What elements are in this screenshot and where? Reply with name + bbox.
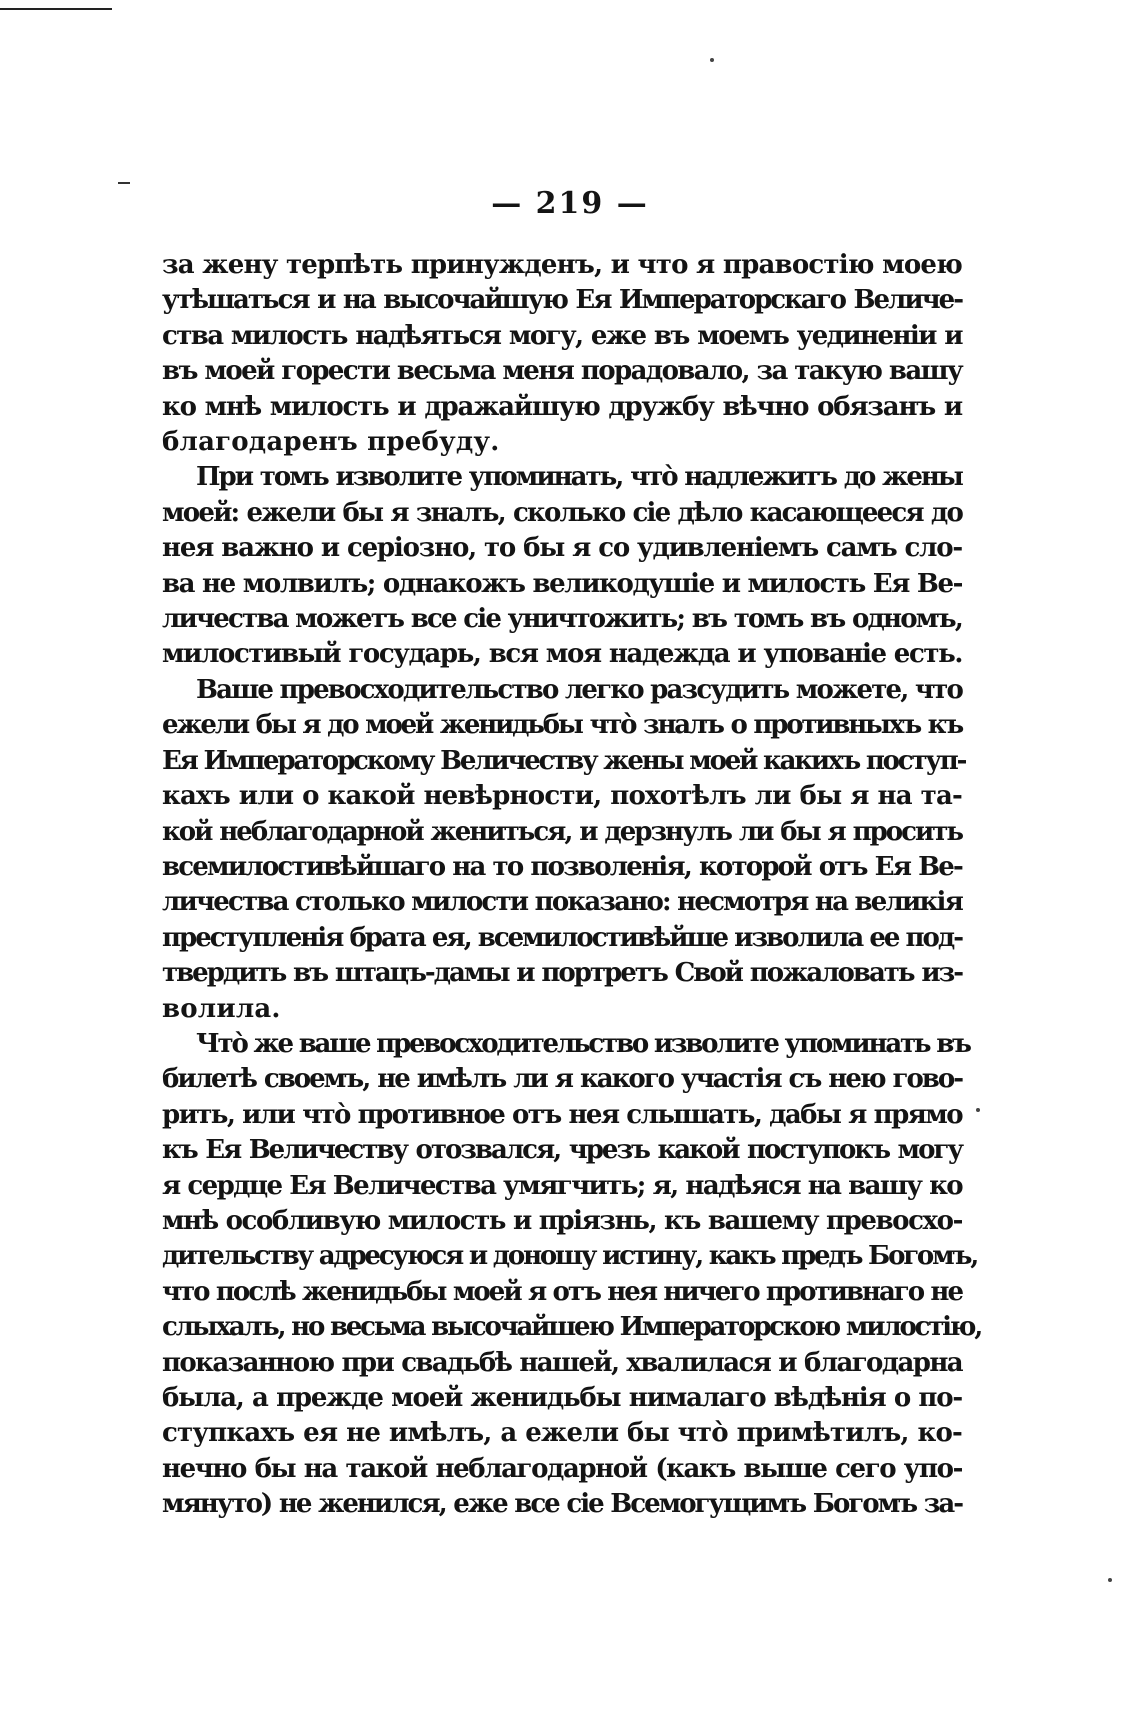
text-line: кой неблагодарной жениться, и дерзнулъ ли бы я просить bbox=[162, 816, 962, 847]
text-line: мянуто) не женился, еже все сіе Всемогущимъ Богомъ за- bbox=[162, 1489, 962, 1520]
text-line: личества можетъ все сіе уничтожить; въ томъ въ одномъ, bbox=[162, 604, 962, 635]
text-line: ства милость надѣяться могу, еже въ моемъ уединеніи и bbox=[162, 320, 962, 351]
text-line: я сердце Ея Величества умягчить; я, надѣяся на вашу ко bbox=[162, 1170, 962, 1201]
text-line: благодаренъ пребуду. bbox=[162, 427, 500, 458]
text-line: Ваше превосходительство легко разсудить можете, что bbox=[196, 674, 962, 705]
text-line: всемилостивѣйшаго на то позволенія, которой отъ Ея Ве- bbox=[162, 851, 962, 882]
text-line: твердить въ штацъ-дамы и портретъ Свой пожаловать из- bbox=[162, 958, 962, 989]
body-text bbox=[162, 248, 982, 1523]
text-line: нечно бы на такой неблагодарной (какъ выше сего упо- bbox=[162, 1453, 962, 1484]
text-line: билетѣ своемъ, не имѣлъ ли я какого участія съ нею гово- bbox=[162, 1064, 962, 1095]
text-line: за жену терпѣть принужденъ, и что я правостію моею bbox=[162, 250, 962, 280]
print-speck bbox=[1108, 1578, 1112, 1582]
paragraph-2 bbox=[162, 460, 962, 672]
paragraph-1 bbox=[162, 248, 962, 460]
print-speck bbox=[710, 58, 714, 62]
text-line: ко мнѣ милость и дражайшую дружбу вѣчно обязанъ и bbox=[162, 391, 962, 422]
paragraph-4 bbox=[162, 1027, 982, 1523]
top-rule bbox=[0, 8, 112, 10]
print-speck bbox=[976, 1108, 980, 1112]
text-line: кахъ или о какой невѣрности, похотѣлъ ли бы я на та- bbox=[162, 781, 962, 812]
text-line: ва не молвилъ; однакожъ великодушіе и милость Ея Ве- bbox=[162, 568, 962, 599]
text-line: рить, или чтò противное отъ нея слышать, дабы я прямо bbox=[162, 1099, 962, 1130]
text-line: При томъ изволите упоминать, чтò надлежитъ до жены bbox=[196, 462, 962, 493]
text-line: волила. bbox=[162, 993, 281, 1024]
text-line: что послѣ женидьбы моей я отъ нея ничего противнаго не bbox=[162, 1276, 962, 1307]
text-line: преступленія брата ея, всемилостивѣйше изволила ее под- bbox=[162, 922, 962, 953]
text-line: мнѣ особливую милость и пріязнь, къ вашему превосхо- bbox=[162, 1205, 962, 1236]
text-line: ступкахъ ея не имѣлъ, а ежели бы чтò примѣтилъ, ко- bbox=[162, 1418, 962, 1449]
text-line: милостивый государь, вся моя надежда и упованіе есть. bbox=[162, 639, 962, 670]
text-line: ежели бы я до моей женидьбы чтò зналъ о противныхъ къ bbox=[162, 710, 962, 741]
text-line: показанною при свадьбѣ нашей, хвалилася и благодарна bbox=[162, 1347, 962, 1378]
text-line: Ея Императорскому Величеству жены моей какихъ поступ- bbox=[162, 745, 966, 776]
text-line: утѣшаться и на высочайшую Ея Императорскаго Величе- bbox=[162, 285, 962, 316]
paragraph-3 bbox=[162, 673, 966, 1027]
text-line: нея важно и серіозно, то бы я со удивленіемъ самъ сло- bbox=[162, 533, 962, 564]
text-line: моей: ежели бы я зналъ, сколько сіе дѣло касающееся до bbox=[162, 497, 962, 528]
text-line: слыхалъ, но весьма высочайшею Императорскою милостію, bbox=[162, 1312, 982, 1343]
page-number: — 219 — bbox=[491, 186, 649, 221]
text-line: дительству адресуюся и доношу истину, какъ предъ Богомъ, bbox=[162, 1241, 978, 1272]
text-line: личества столько милости показано: несмотря на великія bbox=[162, 887, 962, 918]
text-line: къ Ея Величеству отозвался, чрезъ какой поступокъ могу bbox=[162, 1135, 962, 1166]
text-line: была, а прежде моей женидьбы нималаго вѣдѣнія о по- bbox=[162, 1383, 962, 1413]
text-line: въ моей горести весьма меня порадовало, за такую вашу bbox=[162, 356, 962, 387]
text-line: Чтò же ваше превосходительство изволите упоминать въ bbox=[196, 1028, 970, 1059]
